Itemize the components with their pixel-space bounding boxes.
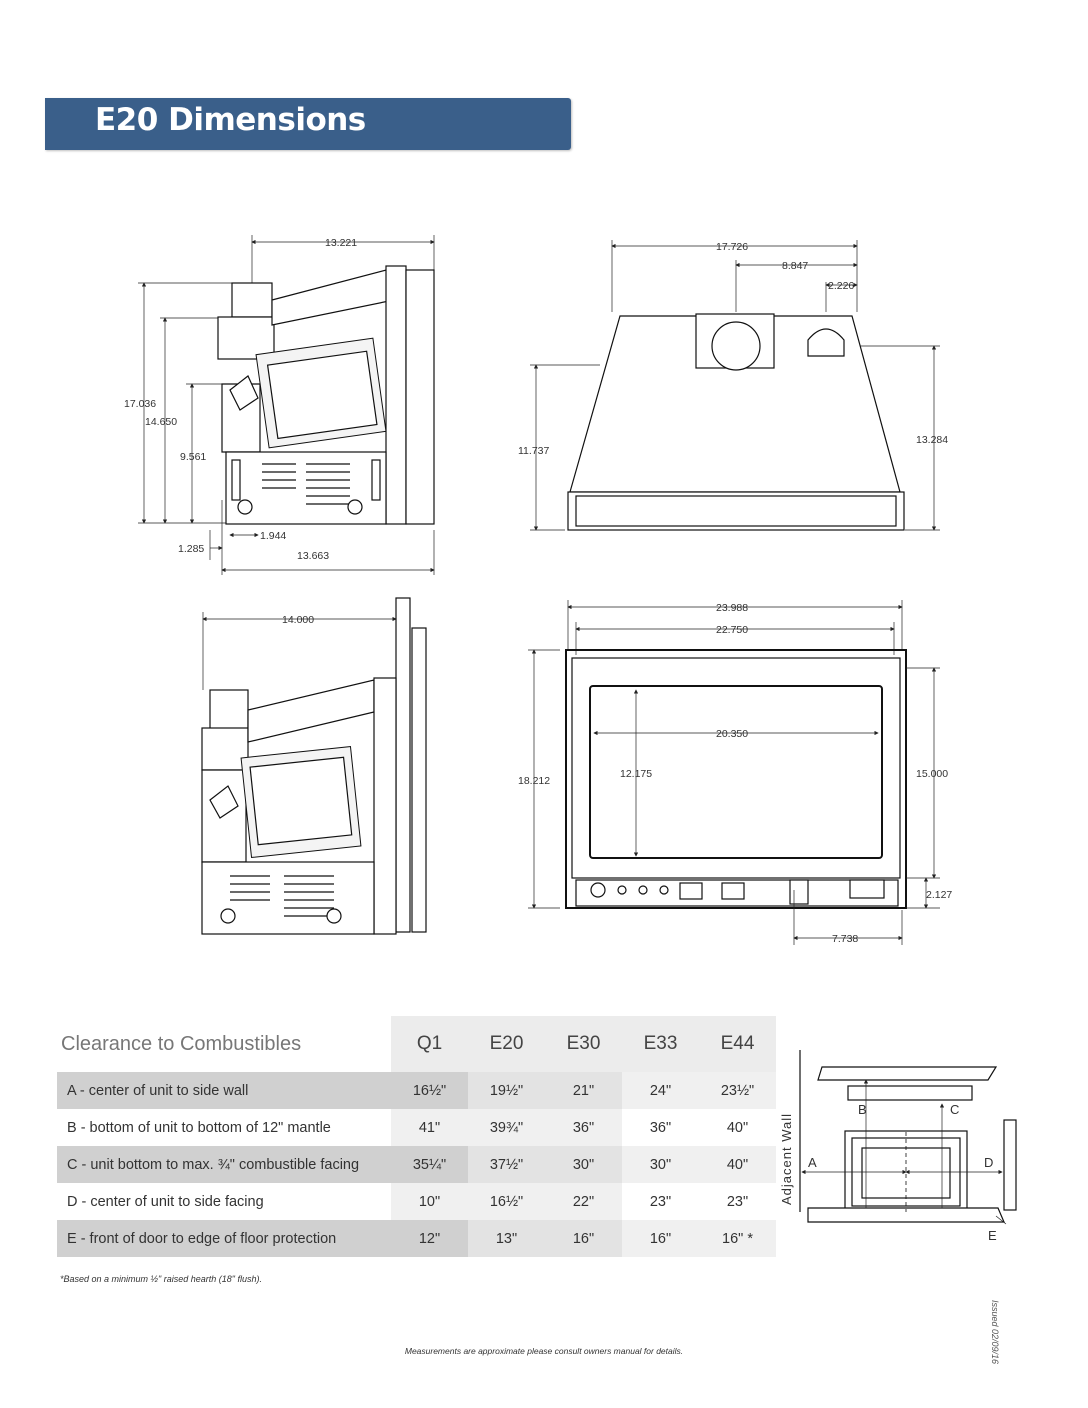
dim-width-top: 13.221	[325, 237, 358, 249]
label-d: D	[984, 1155, 994, 1170]
front-view-bottom	[518, 600, 952, 945]
dim-width-total: 17.726	[716, 241, 749, 253]
row-label: A - center of unit to side wall	[57, 1072, 391, 1109]
cell: 39¾"	[468, 1109, 545, 1146]
cell: 36"	[649, 1119, 672, 1136]
table-footnote: *Based on a minimum ½" raised hearth (18" flush).	[60, 1274, 262, 1284]
col-header: E33	[622, 1016, 699, 1072]
label-a: A	[808, 1155, 817, 1170]
dim-offset-a: 8.847	[782, 260, 809, 272]
dim-width-inner: 22.750	[716, 624, 749, 636]
cell: 40"	[726, 1119, 749, 1136]
cell: 16"	[622, 1220, 699, 1257]
table-row	[57, 1220, 776, 1257]
clearance-table	[57, 1016, 776, 1257]
cell: 23"	[649, 1193, 672, 1210]
cell: 16" *	[699, 1220, 776, 1257]
dim-height-right-front: 15.000	[916, 768, 949, 780]
issued-date: Issued 02/09/16	[990, 1300, 1000, 1365]
dim-height-right: 13.284	[916, 434, 949, 446]
disclaimer: Measurements are approximate please consult owners manual for details.	[404, 1346, 684, 1356]
cell: 12"	[391, 1220, 468, 1257]
cell: 37½"	[468, 1146, 545, 1183]
cell: 30"	[545, 1146, 622, 1183]
dim-width-bottom: 13.663	[297, 550, 330, 562]
label-c: C	[950, 1102, 960, 1117]
row-label: D - center of unit to side facing	[67, 1193, 264, 1210]
dim-height-mid: 14.650	[145, 416, 178, 428]
table-row	[57, 1183, 776, 1220]
dim-height-low: 9.561	[180, 451, 207, 463]
col-header: E44	[699, 1016, 776, 1072]
table-header-row	[57, 1016, 776, 1072]
dim-height-total-front: 18.212	[518, 775, 551, 787]
row-label: C - unit bottom to max. ¾" combustible facing	[57, 1146, 391, 1183]
table-row	[57, 1072, 776, 1109]
side-view-top	[124, 235, 434, 575]
dim-height-total: 17.036	[124, 398, 157, 410]
dim-width-total-front: 23.988	[716, 602, 749, 614]
dim-vent-offset: 1.944	[260, 530, 287, 542]
table-row	[57, 1109, 776, 1146]
dim-base-offset: 1.285	[178, 543, 205, 555]
dim-glass-width: 20.350	[716, 728, 749, 740]
cell: 16"	[545, 1220, 622, 1257]
cell: 13"	[468, 1220, 545, 1257]
dim-bottom-width: 7.738	[832, 933, 859, 945]
cell: 21"	[545, 1072, 622, 1109]
page-title: E20 Dimensions	[95, 102, 366, 138]
dim-bottom-offset: 2.127	[926, 889, 953, 901]
clearance-diagram	[779, 1050, 1016, 1243]
cell: 16½"	[468, 1183, 545, 1220]
cell: 35¼"	[391, 1146, 468, 1183]
cell: 22"	[545, 1183, 622, 1220]
dim-offset-b: 2.226	[828, 280, 855, 292]
dim-height-left: 11.737	[518, 445, 550, 457]
row-label: E - front of door to edge of floor protection	[57, 1220, 391, 1257]
cell: 40"	[699, 1146, 776, 1183]
cell: 23"	[726, 1193, 749, 1210]
cell: 41"	[391, 1109, 468, 1146]
cell: 36"	[545, 1109, 622, 1146]
label-b: B	[858, 1102, 867, 1117]
label-e: E	[988, 1228, 997, 1243]
row-label: B - bottom of unit to bottom of 12" mantle	[67, 1119, 331, 1136]
cell: 10"	[391, 1183, 468, 1220]
cell: 24"	[622, 1072, 699, 1109]
cell: 23½"	[699, 1072, 776, 1109]
wall-label: Adjacent Wall	[779, 1113, 794, 1205]
side-view-bottom	[202, 598, 426, 934]
col-header: E30	[545, 1016, 622, 1072]
cell: 19½"	[468, 1072, 545, 1109]
front-view-top	[518, 240, 948, 530]
dim-depth: 14.000	[282, 614, 315, 626]
col-header: Q1	[391, 1016, 468, 1072]
table-title: Clearance to Combustibles	[61, 1032, 302, 1055]
table-row	[57, 1146, 776, 1183]
col-header: E20	[468, 1016, 545, 1072]
cell: 16½"	[391, 1072, 468, 1109]
dim-glass-height: 12.175	[620, 768, 653, 780]
cell: 30"	[622, 1146, 699, 1183]
